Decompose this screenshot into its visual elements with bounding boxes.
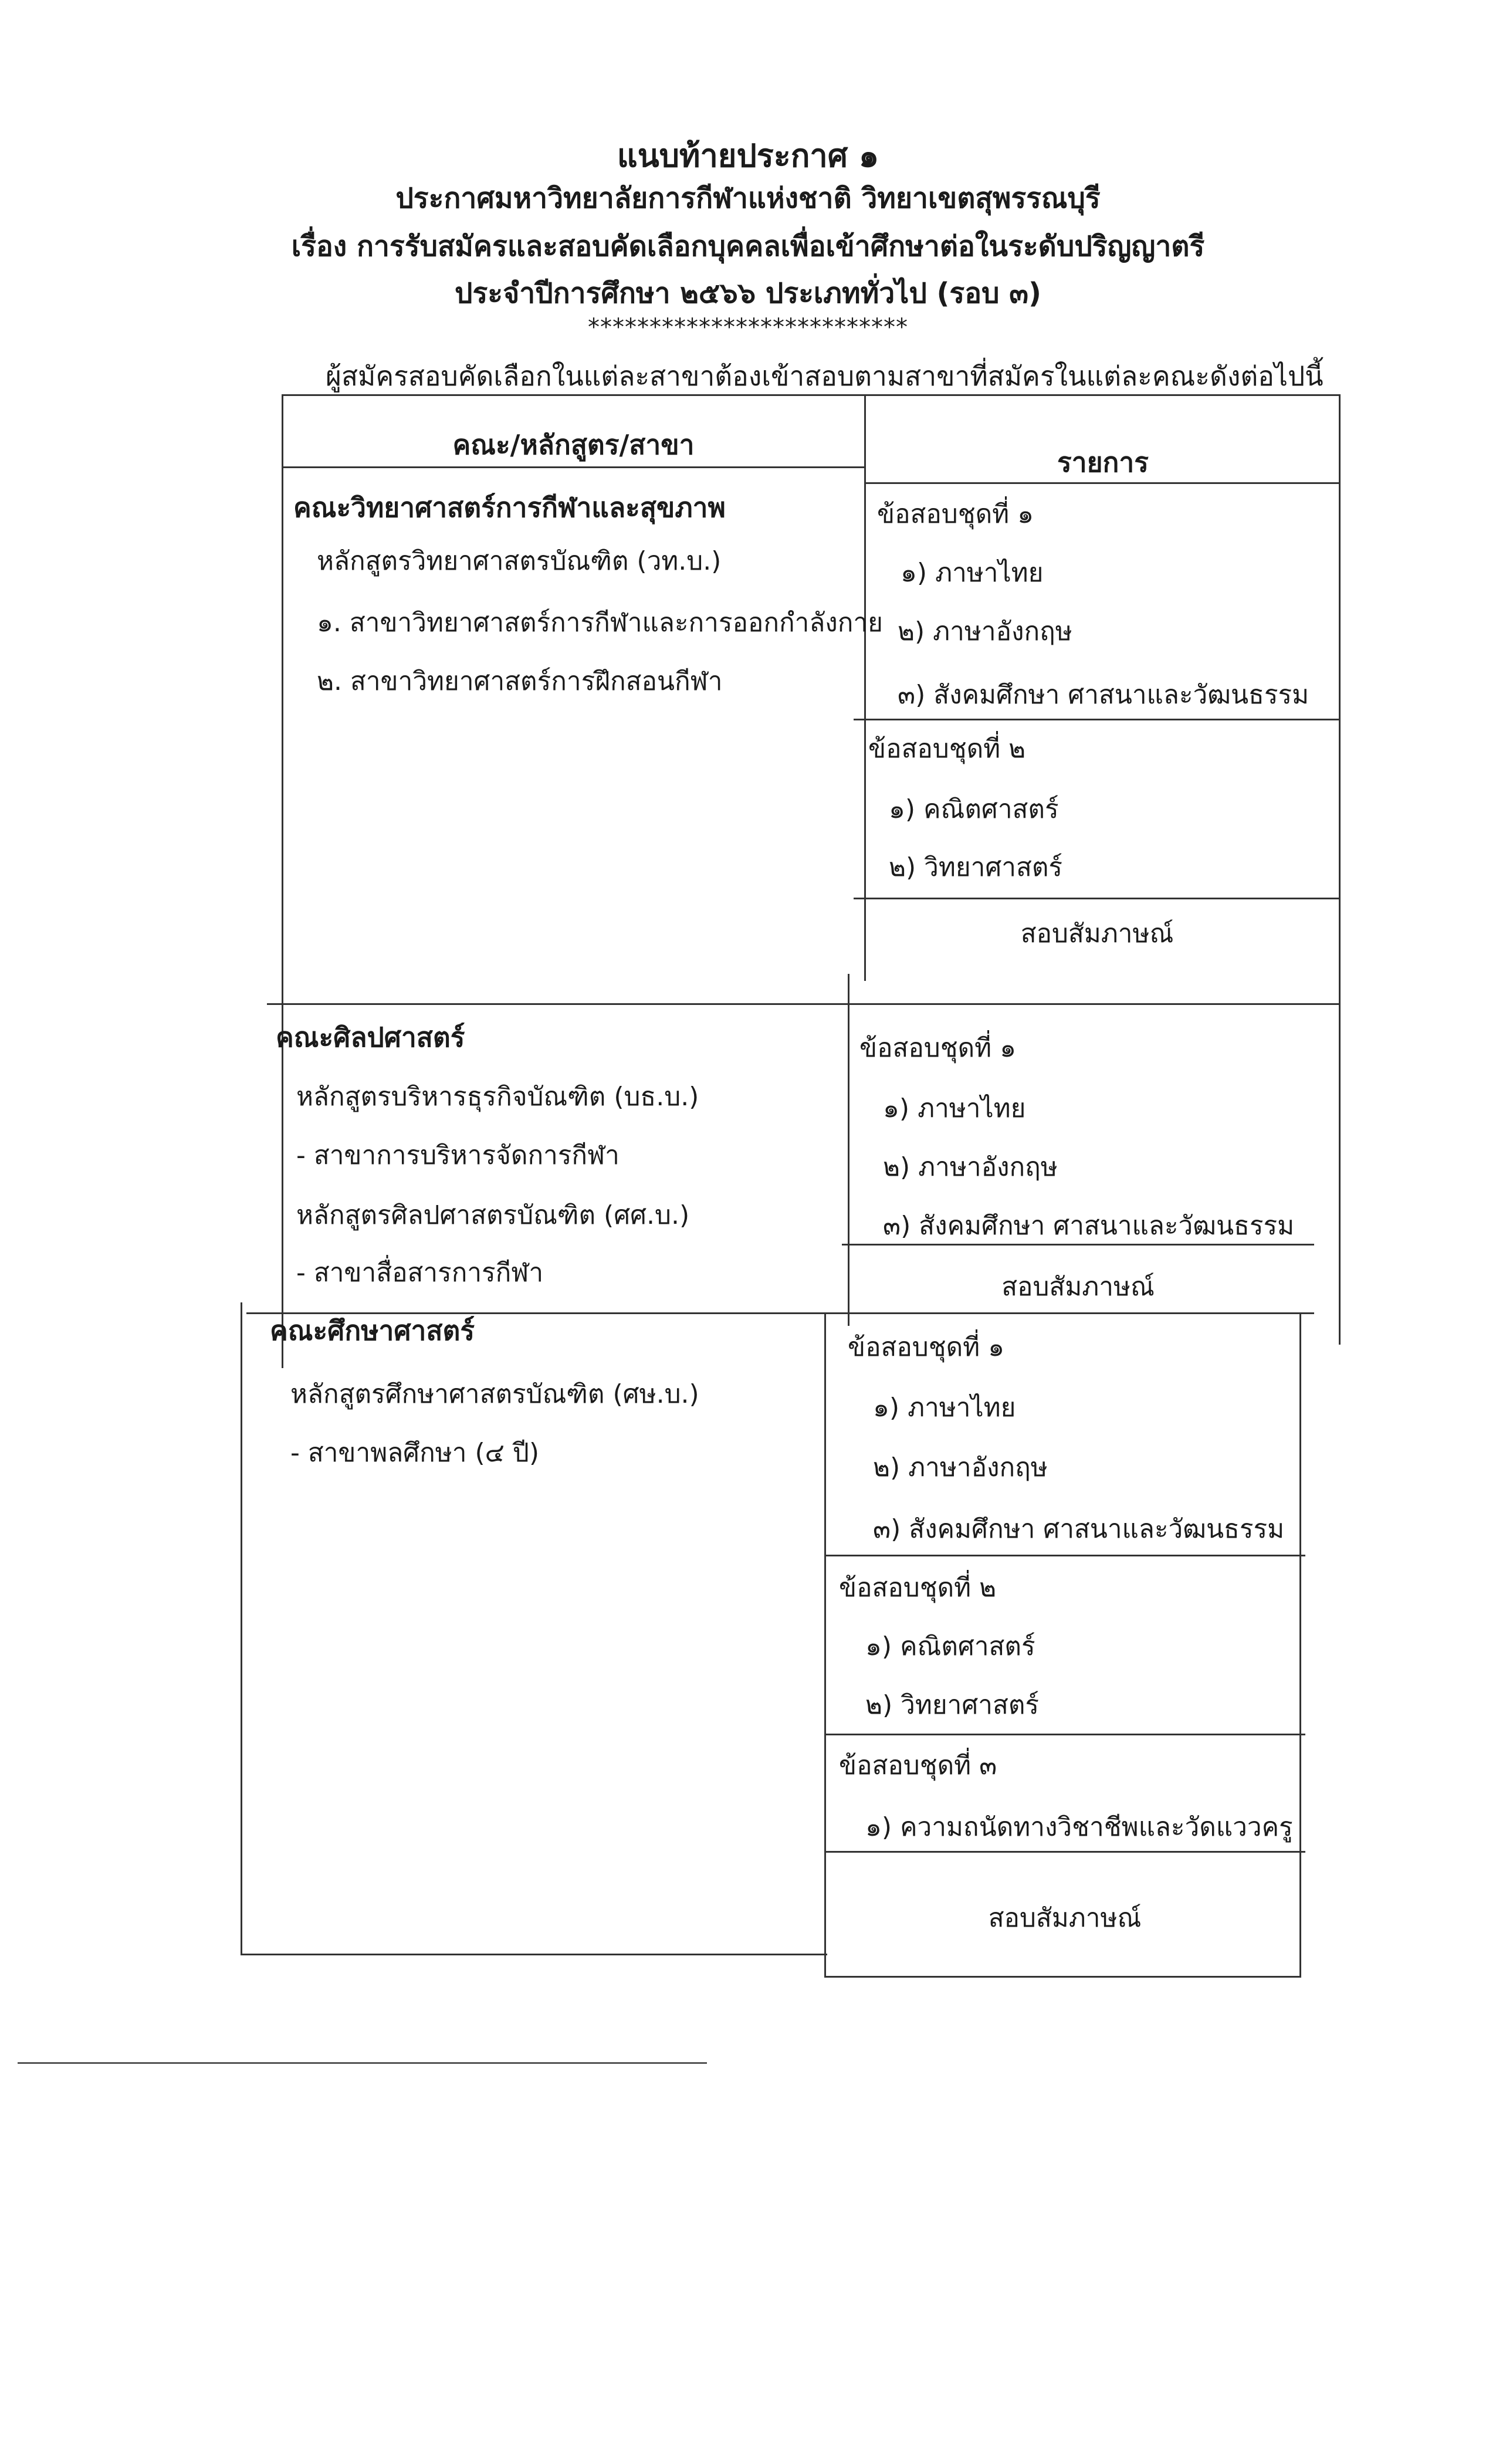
f2-rule-set1 [842,1244,1314,1245]
announcement-title: ประกาศมหาวิทยาลัยการกีฬาแห่งชาติ วิทยาเขตสุพรรณบุรี [395,182,1101,215]
f1-set2-item1: ๑) คณิตศาสตร์ [889,794,1059,824]
faculty1-major2: ๒. สาขาวิทยาศาสตร์การฝึกสอนกีฬา [317,666,723,696]
table-border-bottom [241,1954,827,1955]
f3-set3-item1: ๑) ความถนัดทางวิชาชีพและวัดแววครู [865,1812,1293,1842]
faculty1-major1: ๑. สาขาวิทยาศาสตร์การกีฬาและการออกกำลังกาย [317,608,883,638]
f2-interview: สอบสัมภาษณ์ [1001,1272,1155,1302]
faculty2-major2: - สาขาสื่อสารการกีฬา [296,1258,544,1288]
f1-rule-set2 [854,898,1341,899]
table-border-right [1339,394,1341,1345]
table-border-top [282,394,1341,396]
table-border-bottom-right [824,1976,1301,1978]
f1-set2-item2: ๒) วิทยาศาสตร์ [889,852,1063,882]
f2-set1-item2: ๒) ภาษาอังกฤษ [883,1152,1058,1182]
annex-title: แนบท้ายประกาศ ๑ [617,137,879,174]
table-border-right-lower [1299,1314,1301,1977]
f3-set2-title: ข้อสอบชุดที่ ๒ [839,1573,997,1603]
f3-set1-item2: ๒) ภาษาอังกฤษ [873,1453,1048,1483]
academic-year: ประจำปีการศึกษา ๒๕๖๖ ประเภททั่วไป (รอบ ๓) [455,277,1041,310]
f3-set1-item3: ๓) สังคมศึกษา ศาสนาและวัฒนธรรม [873,1514,1285,1544]
table-col-divider-lower [824,1314,826,1977]
f1-set1-title: ข้อสอบชุดที่ ๑ [877,499,1034,529]
table-border-left [282,394,283,1368]
f1-set1-item2: ๒) ภาษาอังกฤษ [898,617,1072,647]
header-rule-left [282,466,865,468]
f2-set1-title: ข้อสอบชุดที่ ๑ [859,1033,1017,1063]
f3-rule-set1 [824,1555,1305,1556]
f3-set1-item1: ๑) ภาษาไทย [873,1393,1016,1423]
f3-interview: สอบสัมภาษณ์ [988,1903,1142,1933]
faculty3-program: หลักสูตรศึกษาศาสตรบัณฑิต (ศษ.บ.) [290,1379,699,1409]
col-header-items: รายการ [1057,446,1149,478]
faculty1-name: คณะวิทยาศาสตร์การกีฬาและสุขภาพ [293,492,726,523]
announcement-subject: เรื่อง การรับสมัครและสอบคัดเลือกบุคคลเพื่อเข้าศึกษาต่อในระดับปริญญาตรี [291,230,1205,263]
f1-set1-item3: ๓) สังคมศึกษา ศาสนาและวัฒนธรรม [898,680,1309,710]
faculty1-program: หลักสูตรวิทยาศาสตรบัณฑิต (วท.บ.) [317,546,722,576]
faculty3-major1: - สาขาพลศึกษา (๔ ปี) [290,1438,539,1468]
f3-rule-set3 [824,1851,1305,1853]
intro-text: ผู้สมัครสอบคัดเลือกในแต่ละสาขาต้องเข้าสอบตามสาขาที่สมัครในแต่ละคณะดังต่อไปนี้ [326,360,1324,392]
faculty2-program2: หลักสูตรศิลปศาสตรบัณฑิต (ศศ.บ.) [296,1200,690,1230]
col-header-faculty: คณะ/หลักสูตร/สาขา [452,429,695,461]
row-divider-1 [267,1003,1341,1005]
f3-set2-item2: ๒) วิทยาศาสตร์ [865,1690,1040,1720]
f2-set1-item3: ๓) สังคมศึกษา ศาสนาและวัฒนธรรม [883,1211,1295,1241]
f1-set1-item1: ๑) ภาษาไทย [901,558,1044,588]
f1-set2-title: ข้อสอบชุดที่ ๒ [868,734,1026,764]
f1-interview: สอบสัมภาษณ์ [1020,919,1174,949]
f3-rule-set2 [824,1734,1305,1735]
separator-stars: ************************** [588,314,908,341]
faculty3-name: คณะศึกษาศาสตร์ [270,1315,475,1346]
f1-rule-set1 [854,719,1341,720]
faculty2-name: คณะศิลปศาสตร์ [276,1021,465,1053]
f2-set1-item1: ๑) ภาษาไทย [883,1094,1026,1123]
scan-edge-line [18,2062,707,2064]
row-divider-2 [246,1312,1314,1314]
faculty2-major1: - สาขาการบริหารจัดการกีฬา [296,1140,620,1170]
f3-set2-item1: ๑) คณิตศาสตร์ [865,1632,1035,1661]
faculty2-program1: หลักสูตรบริหารธุรกิจบัณฑิต (บธ.บ.) [296,1082,699,1112]
f3-set3-title: ข้อสอบชุดที่ ๓ [839,1751,997,1781]
table-col-divider-mid [848,974,849,1326]
table-border-left-lower [241,1302,242,1954]
f3-set1-title: ข้อสอบชุดที่ ๑ [848,1332,1005,1362]
